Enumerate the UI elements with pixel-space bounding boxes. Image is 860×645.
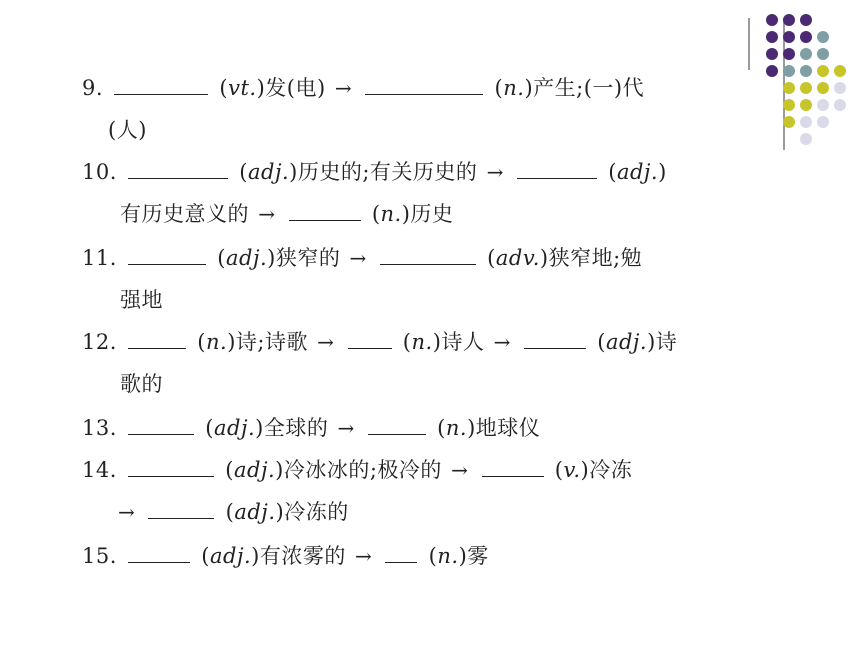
arrow-icon: → [118,500,136,524]
answer-blank[interactable] [348,328,392,349]
item-14-cont [116,498,349,526]
paren: ( [225,500,235,524]
definition: )产生;(一)代 [524,76,645,100]
definition: )诗;诗歌 [227,330,308,354]
item-number: 10. [82,160,117,184]
item-10 [82,158,667,186]
answer-blank[interactable] [482,456,544,477]
paren: ( [219,76,229,100]
definition: (人) [108,118,147,142]
part-of-speech: n. [205,330,228,354]
definition: )历史 [401,202,454,226]
answer-blank[interactable] [385,542,417,563]
part-of-speech: n. [411,330,433,354]
answer-blank[interactable] [380,244,476,265]
paren: ( [437,416,446,440]
part-of-speech: adj. [616,160,659,184]
part-of-speech: adj. [233,458,276,482]
definition: )冷冰冰的;极冷的 [275,458,442,482]
part-of-speech: n. [503,76,525,100]
item-15 [82,542,489,570]
item-9 [82,74,644,102]
item-11-cont [120,286,163,314]
item-number: 11. [82,246,117,270]
answer-blank[interactable] [148,498,214,519]
definition: )历史的;有关历史的 [289,160,478,184]
part-of-speech: n. [380,202,402,226]
definition: )冷冻的 [275,500,349,524]
paren: ( [554,458,564,482]
item-12 [82,328,677,356]
paren: ( [494,76,504,100]
definition: )有浓雾的 [251,544,346,568]
definition: )冷冻 [580,458,633,482]
item-11 [82,244,642,272]
paren: ( [487,246,496,270]
arrow-icon: → [258,202,276,226]
definition: 有历史意义的 [120,202,249,226]
arrow-icon: → [337,416,355,440]
answer-blank[interactable] [128,328,186,349]
definition: )诗 [647,330,678,354]
part-of-speech: adv. [495,246,540,270]
paren: ( [239,160,248,184]
arrow-icon: → [486,160,504,184]
part-of-speech: adj. [234,500,276,524]
item-number: 13. [82,416,117,440]
paren: ( [428,544,438,568]
paren: ( [371,202,381,226]
arrow-icon: → [451,458,469,482]
paren: ( [608,160,617,184]
answer-blank[interactable] [128,542,190,563]
part-of-speech: adj. [605,330,648,354]
definition: 强地 [120,288,163,312]
definition: )发(电) [256,76,326,100]
definition: )地球仪 [467,416,541,440]
part-of-speech: adj. [247,160,290,184]
answer-blank[interactable] [128,414,194,435]
answer-blank[interactable] [114,74,208,95]
definition: )雾 [458,544,489,568]
definition: 歌的 [120,372,163,396]
answer-blank[interactable] [289,200,361,221]
item-number: 9. [82,76,104,100]
part-of-speech: adj. [209,544,252,568]
definition: )全球的 [255,416,329,440]
paren: ( [201,544,210,568]
paren: ( [225,458,234,482]
answer-blank[interactable] [128,158,228,179]
part-of-speech: vt. [228,76,257,100]
item-number: 14. [82,458,117,482]
paren: ( [402,330,412,354]
part-of-speech: n. [445,416,468,440]
definition: )狭窄地;勉 [539,246,643,270]
item-9-cont [108,116,147,144]
answer-blank[interactable] [517,158,597,179]
arrow-icon: → [349,246,367,270]
paren: ( [197,330,206,354]
paren: ( [217,246,226,270]
part-of-speech: v. [563,458,581,482]
paren: ( [597,330,606,354]
item-10-cont [120,200,453,228]
answer-blank[interactable] [368,414,426,435]
item-13 [82,414,540,442]
definition: ) [658,160,667,184]
part-of-speech: adj. [225,246,268,270]
item-12-cont [120,370,163,398]
arrow-icon: → [317,330,335,354]
arrow-icon: → [493,330,511,354]
item-14 [82,456,632,484]
answer-blank[interactable] [524,328,586,349]
answer-blank[interactable] [128,456,214,477]
arrow-icon: → [334,76,353,100]
answer-blank[interactable] [365,74,483,95]
answer-blank[interactable] [128,244,206,265]
arrow-icon: → [355,544,373,568]
definition: )诗人 [432,330,485,354]
part-of-speech: adj. [213,416,256,440]
paren: ( [205,416,214,440]
definition: )狭窄的 [267,246,341,270]
part-of-speech: n. [437,544,459,568]
item-number: 15. [82,544,117,568]
item-number: 12. [82,330,117,354]
